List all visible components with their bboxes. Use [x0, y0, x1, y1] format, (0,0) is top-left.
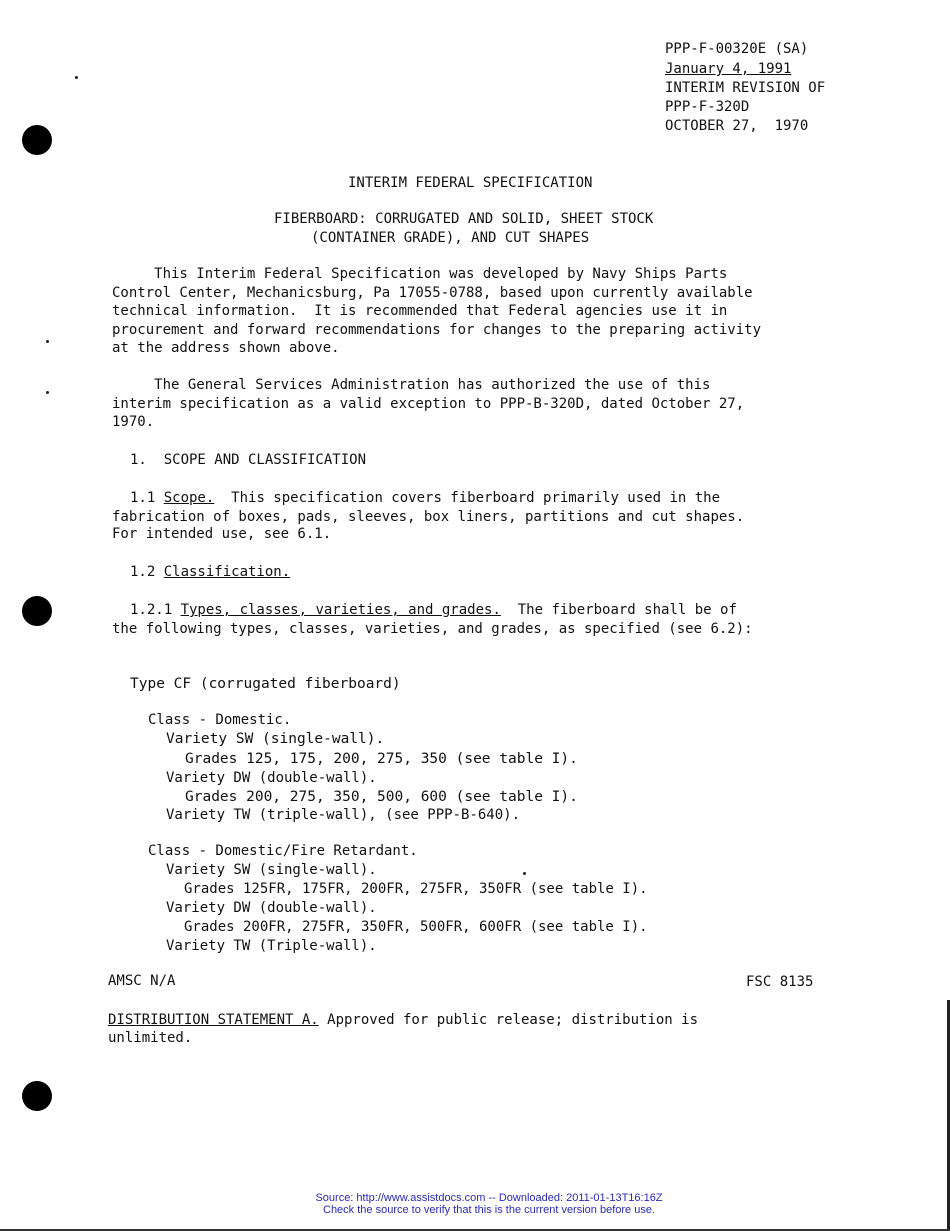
grades-dw-fr: Grades 200FR, 275FR, 350FR, 500FR, 600FR (see table I). [184, 919, 648, 935]
grades-sw: Grades 125, 175, 200, 275, 350 (see table I). [185, 751, 578, 767]
scan-speck [523, 872, 526, 875]
section-title: Scope. [163, 490, 215, 506]
doc-id: PPP-F-00320E (SA) [665, 41, 809, 57]
paragraph-line: Control Center, Mechanicsburg, Pa 17055-0788, based upon currently available [112, 285, 753, 301]
grades-sw-fr: Grades 125FR, 175FR, 200FR, 275FR, 350FR (see table I). [184, 881, 648, 897]
source-line-2: Check the source to verify that this is the current version before use. [323, 1204, 655, 1216]
section-number: 1.2.1 [130, 602, 181, 618]
section-text: The fiberboard shall be of [500, 602, 737, 618]
superseded-id: PPP-F-320D [665, 99, 750, 115]
section-title: Classification. [163, 564, 291, 580]
paragraph-line: the following types, classes, varieties, and grades, as specified (see 6.2): [112, 621, 753, 637]
section-1-2-heading [130, 563, 290, 581]
amsc-code: AMSC N/A [108, 973, 176, 989]
variety-sw: Variety SW (single-wall). [166, 731, 385, 747]
revision-of: INTERIM REVISION OF [665, 80, 826, 96]
title-line-1: INTERIM FEDERAL SPECIFICATION [348, 175, 593, 191]
paragraph-line: For intended use, see 6.1. [112, 526, 332, 542]
variety-dw: Variety DW (double-wall). [166, 770, 377, 786]
class-fire-retardant: Class - Domestic/Fire Retardant. [148, 843, 418, 859]
variety-tw-fr: Variety TW (Triple-wall). [166, 938, 377, 954]
doc-date: January 4, 1991 [665, 61, 792, 77]
grades-dw: Grades 200, 275, 350, 500, 600 (see table I). [185, 789, 578, 805]
title-line-2: FIBERBOARD: CORRUGATED AND SOLID, SHEET STOCK [274, 211, 654, 227]
scan-speck [46, 340, 49, 343]
paragraph-line [108, 1011, 698, 1029]
section-text: This specification covers fiberboard primarily used in the [214, 490, 721, 506]
paragraph-line: procurement and forward recommendations for changes to the preparing activity [112, 322, 762, 338]
paragraph-line: fabrication of boxes, pads, sleeves, box liners, partitions and cut shapes. [112, 509, 745, 525]
class-domestic: Class - Domestic. [148, 712, 292, 728]
paragraph-line [130, 601, 737, 619]
paragraph-line: at the address shown above. [112, 340, 340, 356]
paragraph-line [130, 489, 720, 507]
paragraph-line: This Interim Federal Specification was developed by Navy Ships Parts [112, 266, 728, 282]
scan-speck [46, 391, 49, 394]
paragraph-line: The General Services Administration has authorized the use of this [112, 377, 711, 393]
scan-speck [75, 76, 78, 79]
binder-hole-top [22, 125, 52, 155]
source-line-1: Source: http://www.assistdocs.com -- Downloaded: 2011-01-13T16:16Z [315, 1192, 663, 1204]
variety-tw: Variety TW (triple-wall), (see PPP-B-640). [166, 807, 521, 823]
superseded-date: OCTOBER 27, 1970 [665, 118, 809, 134]
paragraph-line: 1970. [112, 414, 155, 430]
variety-dw-fr: Variety DW (double-wall). [166, 900, 377, 916]
title-line-3: (CONTAINER GRADE), AND CUT SHAPES [311, 230, 590, 246]
paragraph-line: interim specification as a valid exception to PPP-B-320D, dated October 27, [112, 396, 745, 412]
distribution-label: DISTRIBUTION STATEMENT A. [108, 1012, 319, 1028]
variety-sw-fr: Variety SW (single-wall). [166, 862, 377, 878]
paragraph-line: unlimited. [108, 1030, 193, 1046]
section-number: 1.1 [130, 490, 164, 506]
section-title: Types, classes, varieties, and grades. [180, 602, 501, 618]
binder-hole-bottom [22, 1081, 52, 1111]
type-cf: Type CF (corrugated fiberboard) [130, 676, 401, 692]
paragraph-line: technical information. It is recommended that Federal agencies use it in [112, 303, 728, 319]
section-number: 1.2 [130, 564, 164, 580]
fsc-code: FSC 8135 [746, 974, 814, 990]
binder-hole-middle [22, 596, 52, 626]
distribution-text: Approved for public release; distribution is [318, 1012, 699, 1028]
section-1-heading: 1. SCOPE AND CLASSIFICATION [130, 452, 367, 468]
